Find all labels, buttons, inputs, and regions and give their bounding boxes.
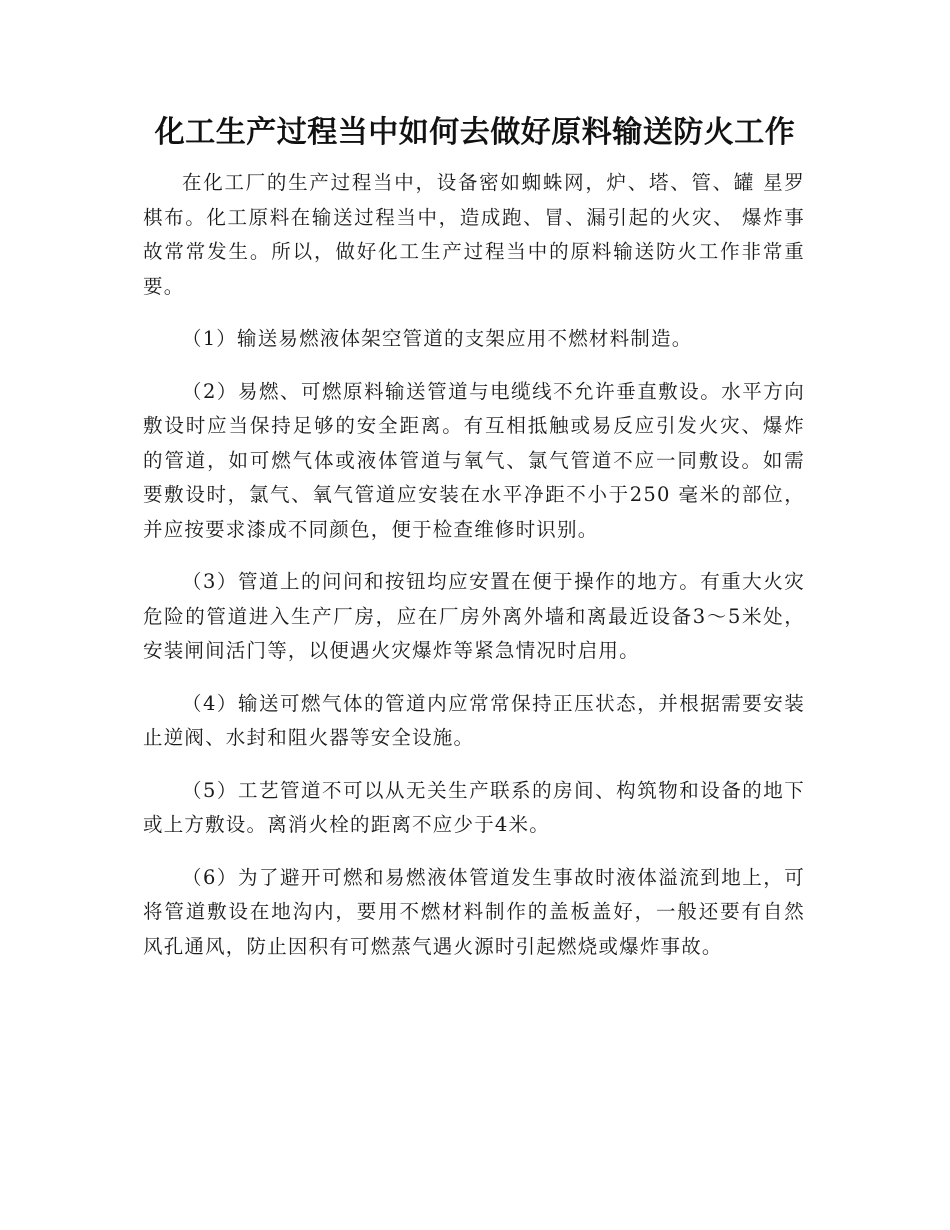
document-title: 化工生产过程当中如何去做好原料输送防火工作 bbox=[154, 115, 796, 150]
paragraph-item-1: （1）输送易燃液体架空管道的支架应用不燃材料制造。 bbox=[182, 327, 693, 350]
paragraph-intro: 在化工厂的生产过程当中，设备密如蜘蛛网，炉、塔、管、罐 星罗棋布。化工原料在输送过程当中，造成跑、冒、漏引起的火灾、 爆炸事故常常发生。所以，做好化工生产过程当中的原料输送防火工作非常重要。 bbox=[143, 171, 805, 298]
paragraph-item-5: （5）工艺管道不可以从无关生产联系的房间、构筑物和设备的地下或上方敷设。离消火栓的距离不应少于4米。 bbox=[143, 778, 805, 836]
paragraph-item-3: （3）管道上的问问和按钮均应安置在便于操作的地方。有重大火灾危险的管道进入生产厂房，应在厂房外离外墙和离最近设备3～5米处，安装闸间活门等，以便遇火灾爆炸等紧急情况时启用。 bbox=[143, 570, 805, 662]
document-body bbox=[143, 166, 805, 982]
paragraph-item-4: （4）输送可燃气体的管道内应常常保持正压状态，并根据需要安装止逆阀、水封和阻火器等安全设施。 bbox=[143, 691, 805, 749]
paragraph-item-6: （6）为了避开可燃和易燃液体管道发生事故时液体溢流到地上，可将管道敷设在地沟内，要用不燃材料制作的盖板盖好，一般还要有自然风孔通风，防止因积有可燃蒸气遇火源时引起燃烧或爆炸事故。 bbox=[143, 865, 805, 958]
paragraph-item-2: （2）易燃、可燃原料输送管道与电缆线不允许垂直敷设。水平方向敷设时应当保持足够的安全距离。有互相抵触或易反应引发火灾、爆炸的管道，如可燃气体或液体管道与氧气、氯气管道不应一同敷设。如需要敷设时，氯气、氧气管道应安装在水平净距不小于250 毫米的部位，并应按要求漆成不同颜色，便于检查维修时识别。 bbox=[143, 379, 805, 541]
